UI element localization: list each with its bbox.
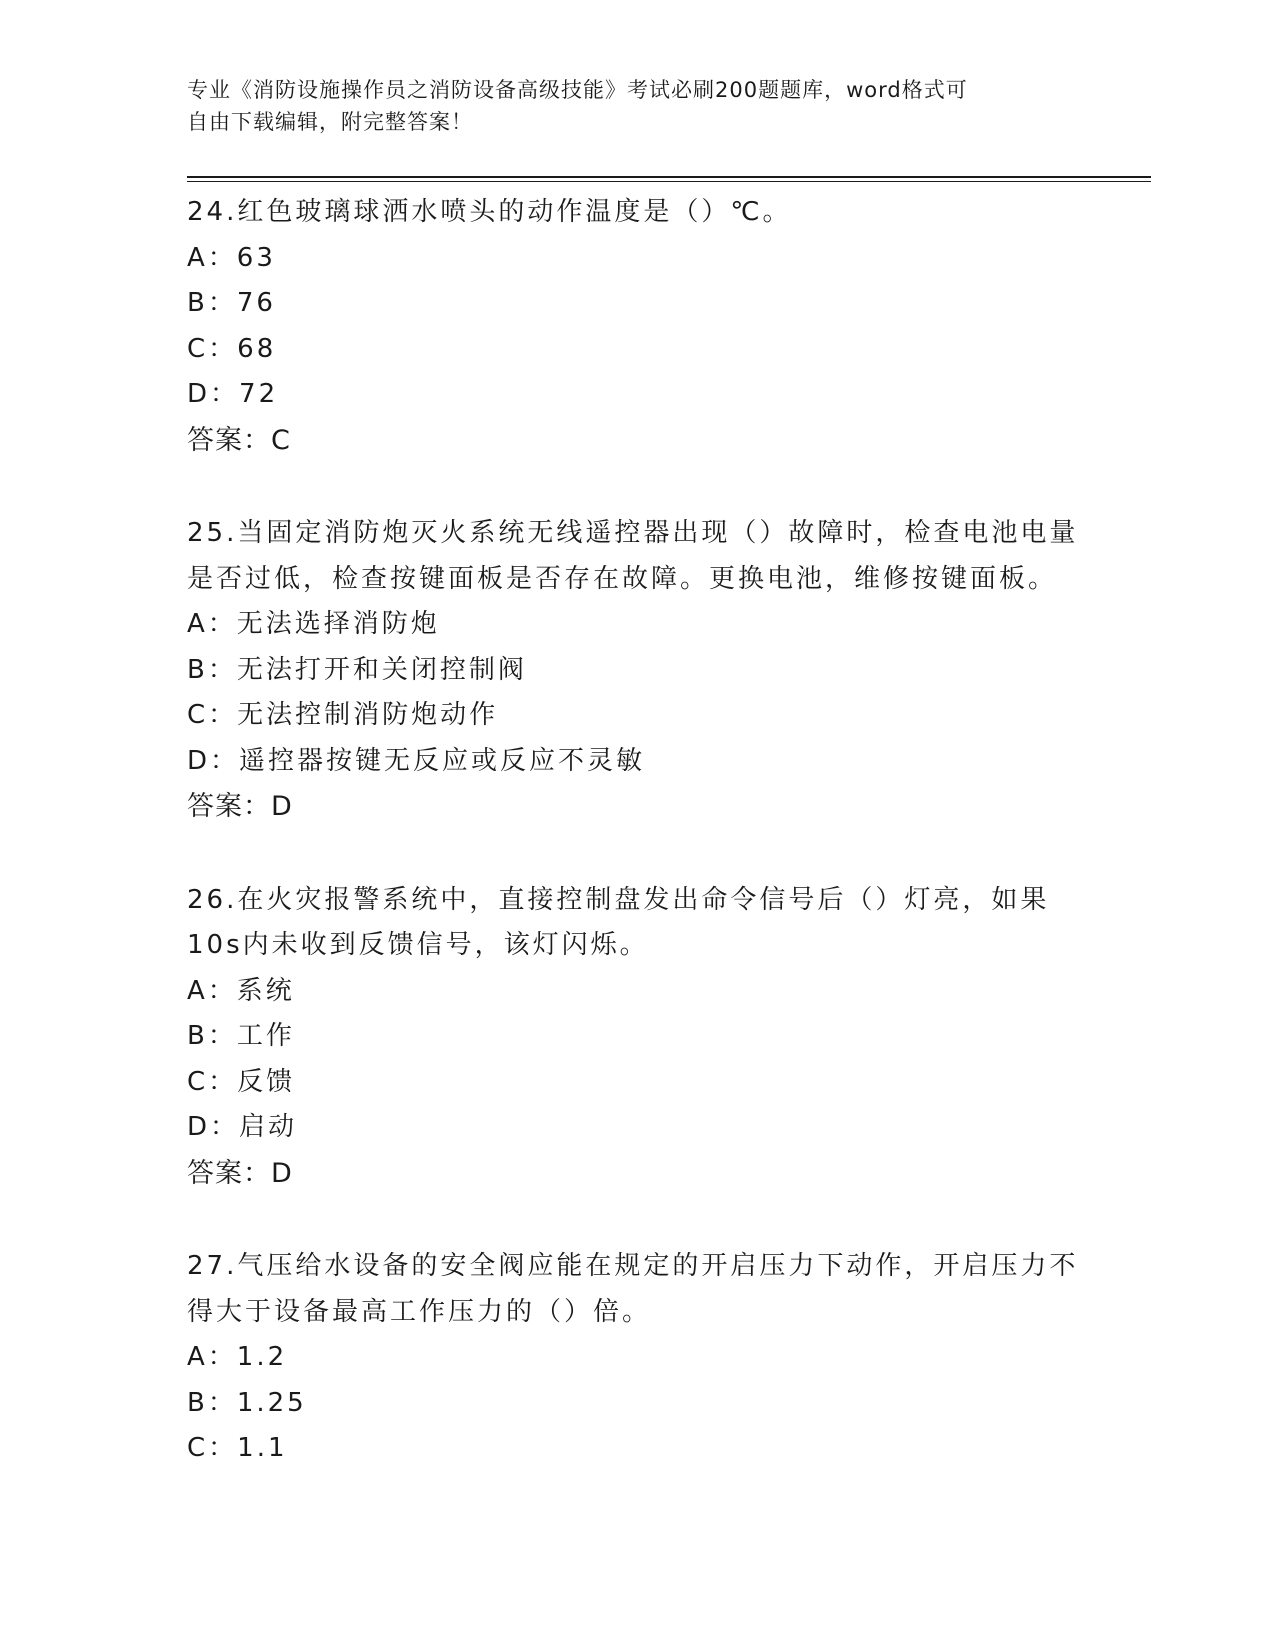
option-d: D：72 xyxy=(187,379,279,409)
option-b: B：工作 xyxy=(187,1021,295,1051)
stem-line: 得大于设备最高工作压力的（）倍。 xyxy=(187,1296,652,1327)
answer: 答案：D xyxy=(187,791,293,822)
question-stem xyxy=(187,190,1087,236)
question-stem xyxy=(187,878,1087,969)
option-b: B：1.25 xyxy=(187,1387,307,1418)
option-a: A：63 xyxy=(187,242,276,273)
option-c: C：1.1 xyxy=(187,1433,288,1463)
question-24 xyxy=(187,190,1087,463)
option-b: B：76 xyxy=(187,288,276,318)
question-stem xyxy=(187,511,1087,602)
header-divider-thin xyxy=(187,181,1151,182)
answer: 答案：D xyxy=(187,1157,293,1189)
question-27 xyxy=(187,1244,1087,1472)
stem-line: 27.气压给水设备的安全阀应能在规定的开启压力下动作，开启压力不 xyxy=(187,1251,1079,1281)
option-c: C：无法控制消防炮动作 xyxy=(187,700,499,730)
header-divider-thick xyxy=(187,176,1151,178)
option-a: A：系统 xyxy=(187,975,295,1006)
stem-line: 10s内未收到反馈信号，该灯闪烁。 xyxy=(187,930,649,960)
stem-line: 是否过低，检查按键面板是否存在故障。更换电池，维修按键面板。 xyxy=(187,563,1058,594)
question-25 xyxy=(187,511,1087,830)
stem-line: 26.在火灾报警系统中，直接控制盘发出命令信号后（）灯亮，如果 xyxy=(187,884,1050,915)
header-line-1: 专业《消防设施操作员之消防设备高级技能》考试必刷200题题库，word格式可 xyxy=(187,78,968,102)
stem-line: 25.当固定消防炮灭火系统无线遥控器出现（）故障时，检查电池电量 xyxy=(187,518,1079,548)
answer: 答案：C xyxy=(187,424,291,456)
question-list xyxy=(187,190,1087,1520)
option-d: D：启动 xyxy=(187,1112,298,1142)
option-a: A：无法选择消防炮 xyxy=(187,609,440,639)
option-d: D：遥控器按键无反应或反应不灵敏 xyxy=(187,745,646,776)
document-header xyxy=(187,74,1067,138)
question-26 xyxy=(187,878,1087,1197)
option-a: A：1.2 xyxy=(187,1342,288,1372)
question-stem xyxy=(187,1244,1087,1335)
header-line-2: 自由下载编辑，附完整答案！ xyxy=(187,110,473,134)
stem-line: 24.红色玻璃球洒水喷头的动作温度是（）℃。 xyxy=(187,197,792,227)
option-b: B：无法打开和关闭控制阀 xyxy=(187,654,527,685)
option-c: C：68 xyxy=(187,333,277,364)
option-c: C：反馈 xyxy=(187,1066,296,1097)
